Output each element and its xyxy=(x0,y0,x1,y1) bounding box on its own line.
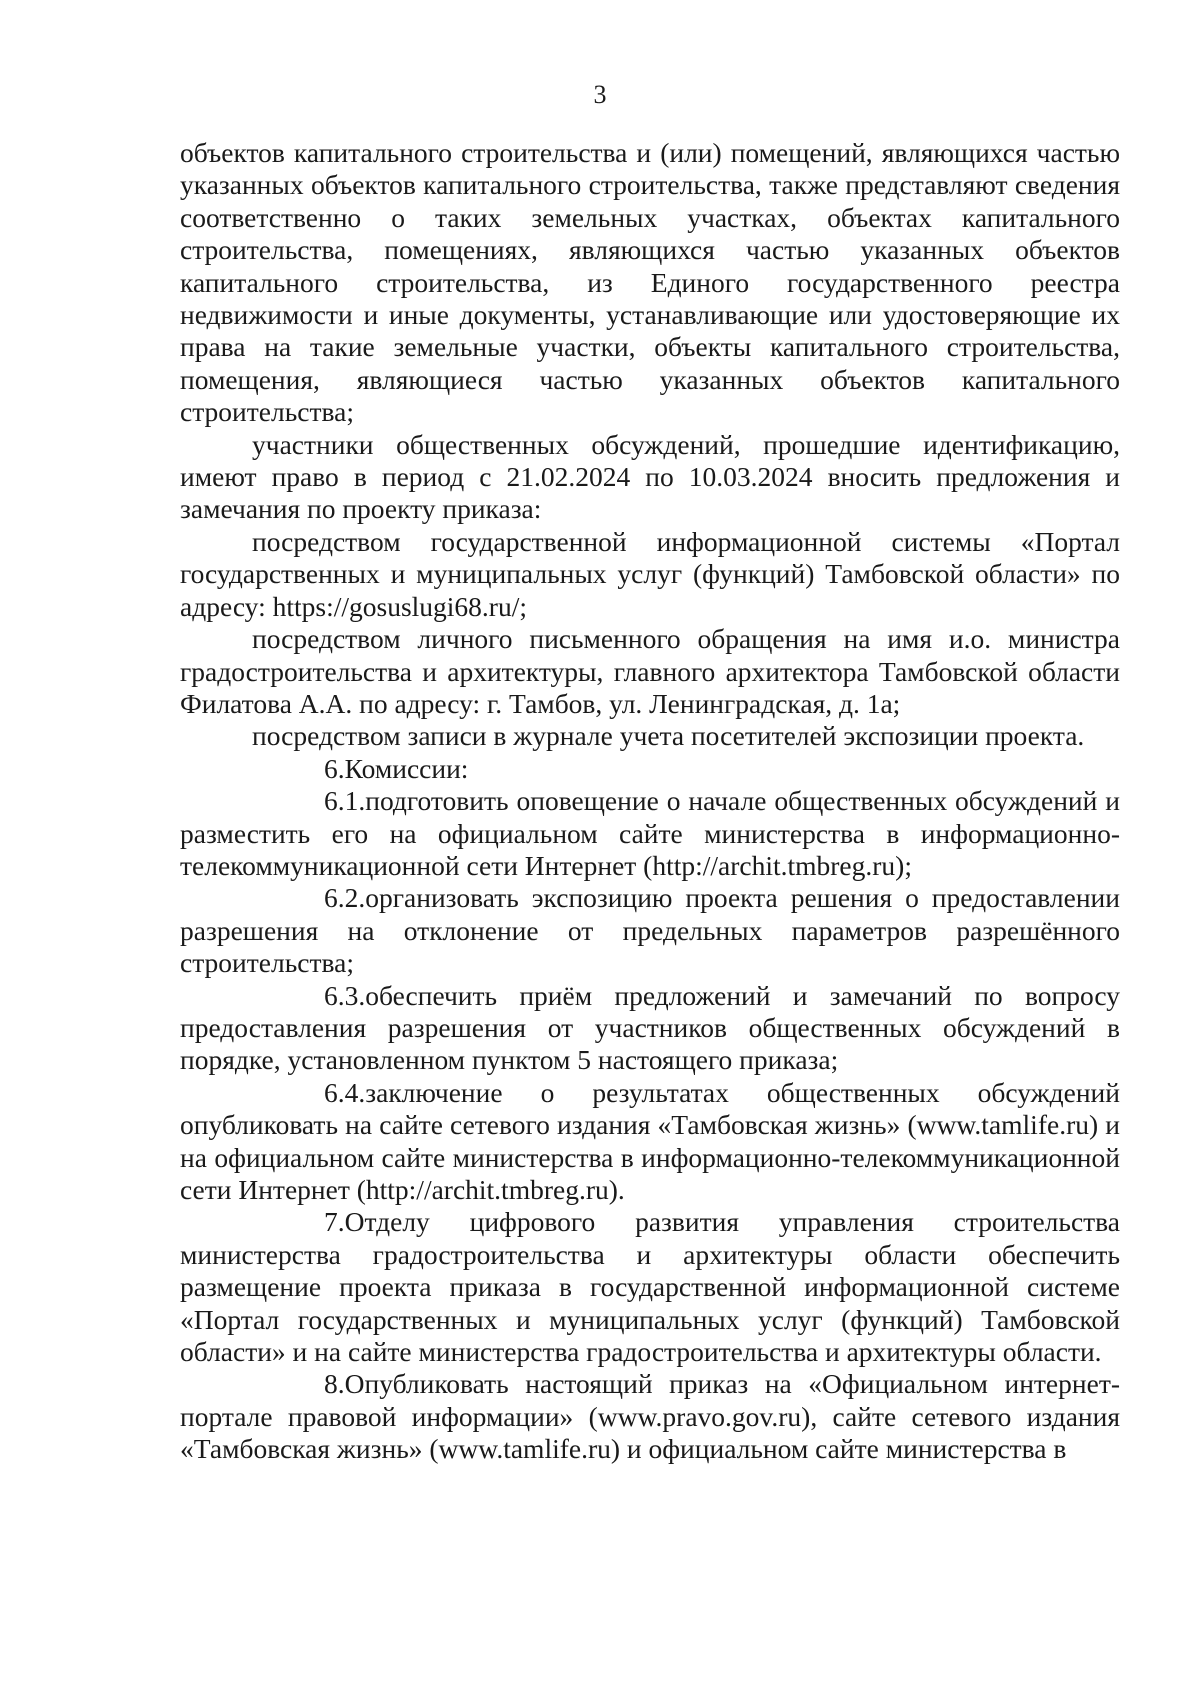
paragraph-written-appeal: посредством личного письменного обращения на имя и.о. министра градостроительства и архитектуры, главного архитектора Тамбовской области Филатова А.А. по адресу: г. Тамбов, ул. Ленинградская, д. 1а; xyxy=(180,623,1120,719)
item-number: 6.3. xyxy=(324,979,366,1011)
item-text: Опубликовать настоящий приказ на «Официальном интернет-портале правовой информации» (www.pravo.gov.ru), сайте сетевого издания «Тамбовская жизнь» (www.tamlife.ru) и официальном сайте министерства в xyxy=(180,1368,1120,1465)
item-8 xyxy=(180,1368,1120,1465)
item-number: 8. xyxy=(324,1368,345,1400)
document-body xyxy=(180,137,1120,1466)
item-number: 7. xyxy=(324,1206,345,1238)
item-text: заключение о результатах общественных обсуждений опубликовать на сайте сетевого издания «Тамбовская жизнь» (www.tamlife.ru) и на официальном сайте министерства в информационно-телекоммуникационной сети Интернет (http://archit.tmbreg.ru). xyxy=(180,1076,1120,1205)
item-6-4 xyxy=(180,1077,1120,1207)
item-6-2 xyxy=(180,882,1120,979)
paragraph-portal: посредством государственной информационной системы «Портал государственных и муниципальных услуг (функций) Тамбовской области» по адресу: https://gosuslugi68.ru/; xyxy=(180,525,1120,622)
page-number: 3 xyxy=(593,80,607,109)
item-text: обеспечить приём предложений и замечаний по вопросу предоставления разрешения от участников общественных обсуждений в порядке, установленном пунктом 5 настоящего приказа; xyxy=(180,979,1120,1076)
item-number: 6.1. xyxy=(324,785,366,817)
item-6-3 xyxy=(180,980,1120,1077)
item-text: Комиссии: xyxy=(344,752,469,784)
paragraph-participants: участники общественных обсуждений, прошедшие идентификацию, имеют право в период с 21.02.2024 по 10.03.2024 вносить предложения и замечания по проекту приказа: xyxy=(180,428,1120,525)
item-7 xyxy=(180,1206,1120,1368)
item-6-1 xyxy=(180,785,1120,882)
item-text: организовать экспозицию проекта решения о предоставлении разрешения на отклонение от предельных параметров разрешённого строительства; xyxy=(180,882,1120,979)
item-text: Отделу цифрового развития управления строительства министерства градостроительства и архитектуры области обеспечить размещение проекта приказа в государственной информационной системе «Портал государственных и муниципальных услуг (функций) Тамбовской области» и на сайте министерства градостроительства и архитектуры области. xyxy=(180,1206,1120,1368)
paragraph-continuation: объектов капитального строительства и (или) помещений, являющихся частью указанных объектов капитального строительства, также представляют сведения соответственно о таких земельных участках, объектах капитального строительства, помещениях, являющихся частью указанных объектов капитального строительства, из Единого государственного реестра недвижимости и иные документы, устанавливающие или удостоверяющие их права на такие земельные участки, объекты капитального строительства, помещения, являющиеся частью указанных объектов капитального строительства; xyxy=(180,137,1120,428)
item-number: 6. xyxy=(324,752,345,784)
item-number: 6.4. xyxy=(324,1076,366,1108)
item-number: 6.2. xyxy=(324,882,366,914)
item-6 xyxy=(180,753,1120,785)
item-text: подготовить оповещение о начале общественных обсуждений и разместить его на официальном сайте министерства в информационно-телекоммуникационной сети Интернет (http://archit.tmbreg.ru); xyxy=(180,785,1120,881)
paragraph-journal: посредством записи в журнале учета посетителей экспозиции проекта. xyxy=(252,720,1085,752)
